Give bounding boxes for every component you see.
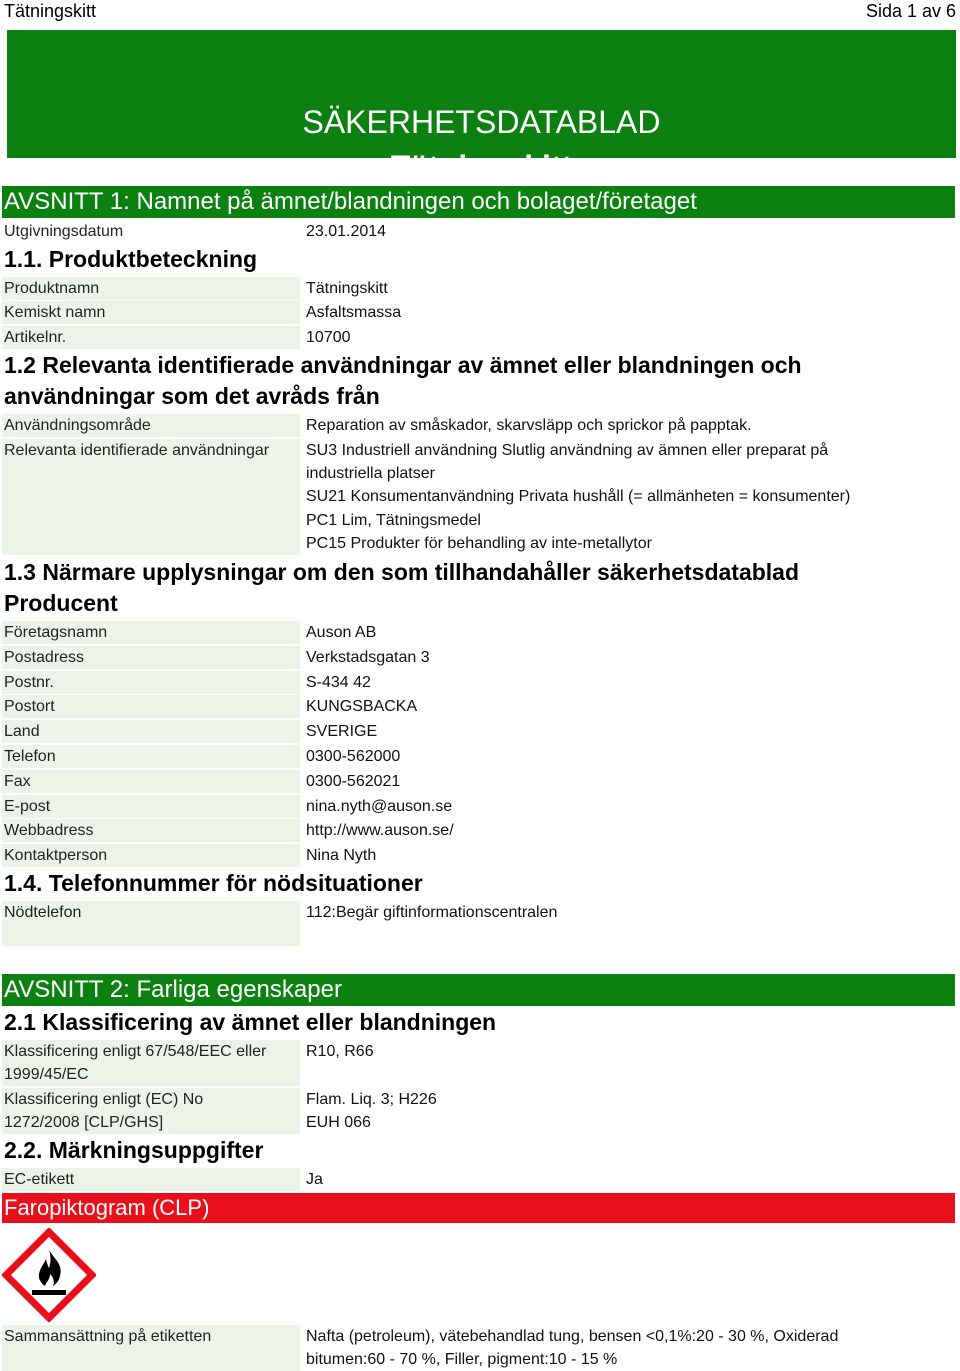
- section-1-heading: AVSNITT 1: Namnet på ämnet/blandningen och bolaget/företaget: [2, 186, 955, 218]
- class-clp-label: [2, 1088, 300, 1134]
- identified-uses-label: Relevanta identifierade användningar: [2, 439, 300, 555]
- class-clp-value-1: Flam. Liq. 3; H226: [306, 1091, 437, 1108]
- class-eec-label-line1: Klassificering enligt 67/548/EEC eller: [4, 1043, 267, 1060]
- pictogram-heading: Faropiktogram (CLP): [2, 1193, 955, 1223]
- supplier-label: Postadress: [2, 646, 300, 669]
- issue-date-value: 23.01.2014: [306, 223, 387, 240]
- class-clp-value-2: EUH 066: [306, 1114, 371, 1131]
- class-eec-value: R10, R66: [306, 1043, 374, 1060]
- supplier-value: 0300-562021: [306, 773, 401, 790]
- composition-label: Sammansättning på etiketten: [2, 1325, 300, 1371]
- emergency-value: 112:Begär giftinformationscentralen: [306, 904, 558, 921]
- ec-label-label: EC-etikett: [2, 1168, 300, 1191]
- identified-use-2: industriella platser: [306, 465, 435, 482]
- use-area-value: Reparation av småskador, skarvsläpp och sprickor på papptak.: [306, 417, 752, 434]
- identified-use-3: SU21 Konsumentanvändning Privata hushåll (= allmänheten = konsumenter): [306, 488, 851, 505]
- ec-label-value: Ja: [306, 1171, 323, 1188]
- subsection-2-1: 2.1 Klassificering av ämnet eller blandningen: [4, 1009, 497, 1035]
- class-eec-label-line2: 1999/45/EC: [4, 1066, 89, 1083]
- supplier-value: KUNGSBACKA: [306, 698, 418, 715]
- class-eec-label: [2, 1040, 300, 1086]
- flame-ghs02-icon: [2, 1228, 96, 1322]
- supplier-website[interactable]: http://www.auson.se/: [306, 822, 454, 839]
- supplier-label: Företagsnamn: [2, 621, 300, 644]
- supplier-value: Nina Nyth: [306, 847, 377, 864]
- supplier-value: 0300-562000: [306, 748, 401, 765]
- doc-title: Tätningskitt: [4, 1, 97, 21]
- class-clp-label-line1: Klassificering enligt (EC) No: [4, 1091, 204, 1108]
- subsection-1-4: 1.4. Telefonnummer för nödsituationer: [4, 870, 423, 896]
- product-name-value: Tätningskitt: [306, 280, 388, 297]
- supplier-label: Kontaktperson: [2, 844, 300, 867]
- chem-name-label: Kemiskt namn: [2, 301, 300, 324]
- subsection-1-2-line1: 1.2 Relevanta identifierade användningar av ämnet eller blandningen och: [4, 352, 802, 378]
- page-header: [4, 0, 956, 24]
- supplier-value: Auson AB: [306, 624, 377, 641]
- subsection-2-2: 2.2. Märkningsuppgifter: [4, 1137, 264, 1163]
- chem-name-value: Asfaltsmassa: [306, 304, 402, 321]
- composition-line-1: Nafta (petroleum), vätebehandlad tung, bensen <0,1%:20 - 30 %, Oxiderad: [306, 1328, 839, 1345]
- subsection-1-2-line2: användningar som det avråds från: [4, 383, 380, 409]
- producer-heading: Producent: [4, 590, 118, 616]
- use-area-label: Användningsområde: [2, 414, 300, 437]
- composition-line-2: bitumen:60 - 70 %, Filler, pigment:10 - 15 %: [306, 1351, 618, 1368]
- emergency-label: Nödtelefon: [2, 901, 300, 946]
- article-value: 10700: [306, 329, 351, 346]
- supplier-label: E-post: [2, 795, 300, 818]
- page-number: Sida 1 av 6: [865, 1, 956, 21]
- supplier-value: SVERIGE: [306, 723, 378, 740]
- supplier-label: Postort: [2, 695, 300, 718]
- subsection-1-1: 1.1. Produktbeteckning: [4, 246, 258, 272]
- title-banner: [7, 30, 956, 185]
- article-label: Artikelnr.: [2, 326, 300, 349]
- subsection-1-3: 1.3 Närmare upplysningar om den som tillhandahåller säkerhetsdatablad: [4, 559, 800, 585]
- issue-date-label: Utgivningsdatum: [4, 223, 124, 240]
- identified-use-4: PC1 Lim, Tätningsmedel: [306, 512, 481, 529]
- supplier-label: Fax: [2, 770, 300, 793]
- supplier-value: Verkstadsgatan 3: [306, 649, 430, 666]
- supplier-label: Postnr.: [2, 671, 300, 694]
- identified-use-1: SU3 Industriell användning Slutlig användning av ämnen eller preparat på: [306, 442, 829, 459]
- identified-use-5: PC15 Produkter för behandling av inte-metallytor: [306, 535, 652, 552]
- supplier-label: Webbadress: [2, 819, 300, 842]
- section-2-heading: AVSNITT 2: Farliga egenskaper: [2, 974, 955, 1006]
- supplier-label: Telefon: [2, 745, 300, 768]
- product-name-label: Produktnamn: [2, 277, 300, 300]
- supplier-label: Land: [2, 720, 300, 743]
- supplier-email[interactable]: nina.nyth@auson.se: [306, 798, 453, 815]
- class-clp-label-line2: 1272/2008 [CLP/GHS]: [4, 1114, 164, 1131]
- supplier-value: S-434 42: [306, 674, 371, 691]
- banner-title: SÄKERHETSDATABLAD: [302, 104, 661, 140]
- banner-product: Tätningskitt: [390, 149, 573, 185]
